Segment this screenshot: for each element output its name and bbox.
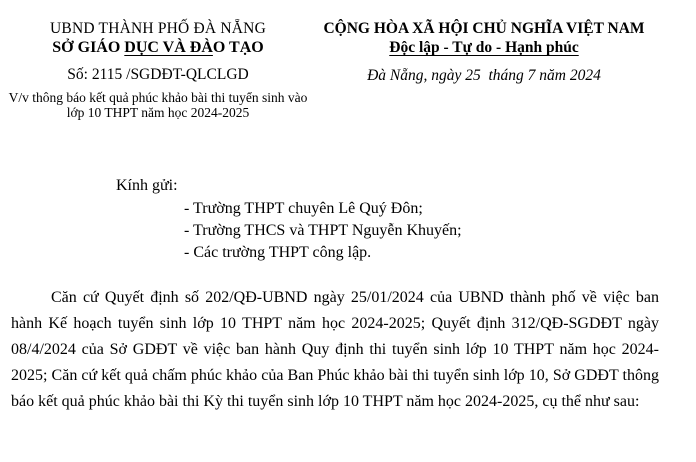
recipient-item: - Các trường THPT công lập. xyxy=(184,244,372,261)
national-header-block xyxy=(316,20,652,86)
national-title: CỘNG HÒA XÃ HỘI CHỦ NGHĨA VIỆT NAM xyxy=(323,20,645,37)
document-number: Số: 2115 /SGDĐT-QLCLGD xyxy=(67,66,249,83)
agency-name-part-1: SỞ GIÁO xyxy=(52,39,125,56)
national-motto: Độc lập - Tự do - Hạnh phúc xyxy=(389,39,579,56)
body-paragraph: Căn cứ Quyết định số 202/QĐ-UBND ngày 25/01/2024 của UBND thành phố về việc ban hành Kế hoạch tuyển sinh lớp 10 THPT năm học 2024-2025; Quyết định 312/QĐ-SGDĐT ngày 08/4/2024 của Sở GDĐT về việc ban hành Quy định thi tuyển sinh lớp 10 THPT năm học 2024-2025; Căn cứ kết quả chấm phúc khảo của Ban Phúc khảo bài thi tuyển sinh lớp 10, Sở GDĐT thông báo kết quả phúc khảo bài thi Kỳ thi tuyển sinh lớp 10 THPT năm học 2024-2025, cụ thể như sau: xyxy=(11,289,659,410)
agency-name-part-2: O TẠO xyxy=(212,39,264,56)
recipient-item: - Trường THCS và THPT Nguyễn Khuyến; xyxy=(184,222,462,239)
parent-agency: UBND THÀNH PHỐ ĐÀ NẴNG xyxy=(50,20,266,37)
recipients-block xyxy=(116,175,462,264)
recipients-greeting: Kính gửi: xyxy=(116,177,178,194)
recipient-item: - Trường THPT chuyên Lê Quý Đôn; xyxy=(184,200,423,217)
agency-name xyxy=(8,38,308,58)
agency-name-underlined: DỤC VÀ ĐÀ xyxy=(124,39,213,56)
issuing-agency-block xyxy=(8,20,308,120)
place-and-date: Đà Nẵng, ngày 25 tháng 7 năm 2024 xyxy=(367,67,601,84)
recipients-list xyxy=(184,198,462,264)
document-subject: V/v thông báo kết quả phúc khảo bài thi tuyển sinh vào lớp 10 THPT năm học 2024-2025 xyxy=(8,90,308,120)
